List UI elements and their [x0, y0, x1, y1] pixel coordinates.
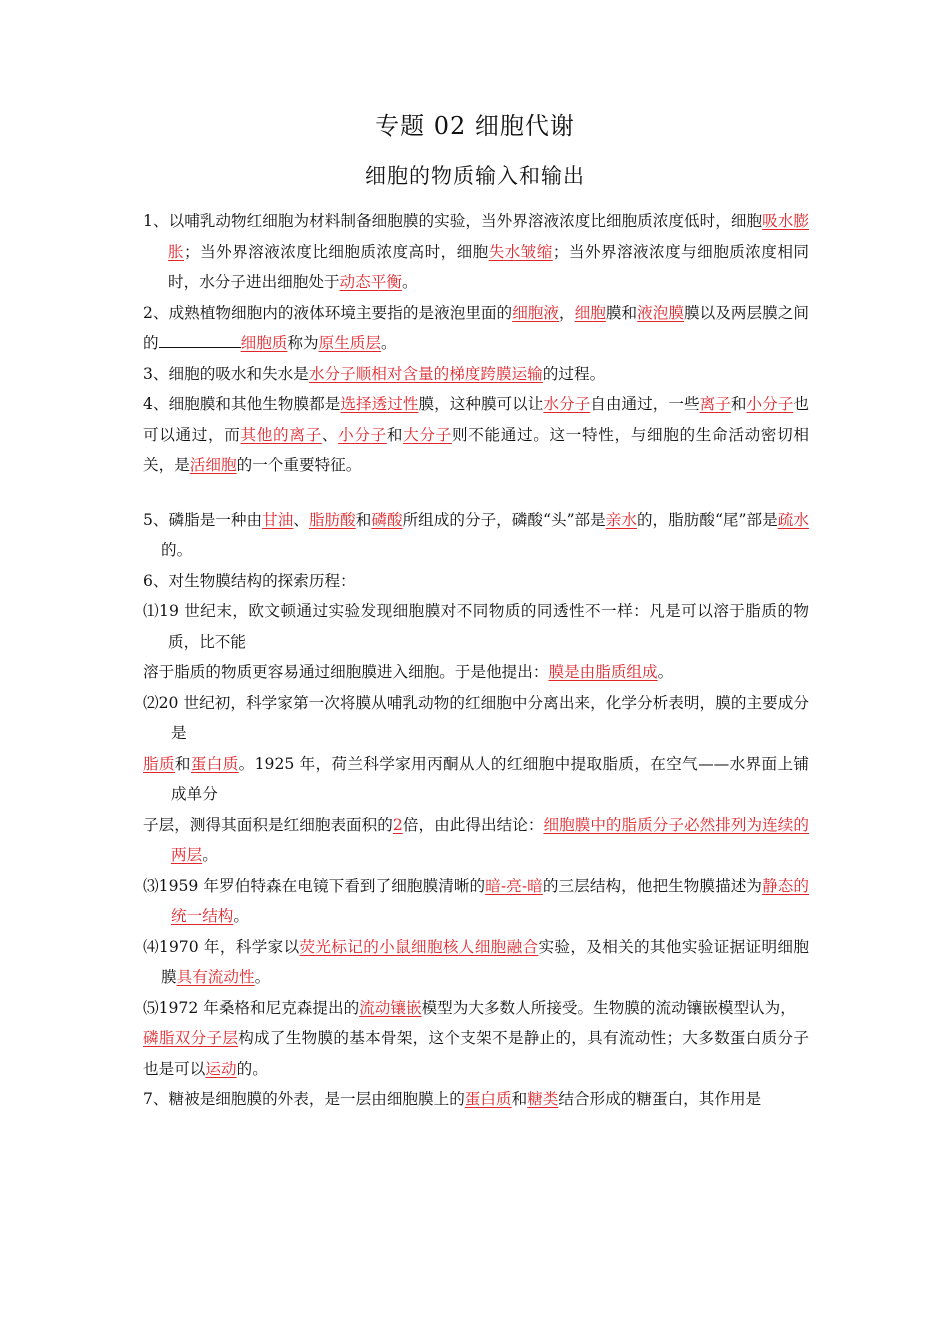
answer-blank: 选择透过性	[340, 395, 419, 413]
item-6-3	[143, 871, 809, 932]
item-5-text: 5、磷脂是一种由	[143, 510, 263, 529]
item-2	[143, 298, 809, 359]
answer-blank: 离子	[699, 395, 731, 413]
item-7-text: 和	[511, 1090, 528, 1108]
item-6-1-cont	[143, 657, 809, 688]
item-5-text: 的，脂肪酸“尾”部是	[636, 510, 778, 529]
answer-blank: 蛋白质	[464, 1090, 512, 1108]
item-4-text: 的一个重要特征。	[236, 456, 362, 474]
item-6-2-text: 。	[202, 846, 218, 864]
item-4-text: 4、细胞膜和其他生物膜都是	[143, 395, 341, 413]
answer-blank: 小分子	[746, 395, 794, 413]
item-6-5-text: 模型为大多数人所接受。生物膜的流动镶嵌模型认为，	[421, 998, 796, 1017]
item-1-text: 。	[401, 273, 418, 291]
answer-blank: 吸水膨胀	[168, 212, 809, 261]
answer-blank: 疏水	[777, 510, 809, 529]
item-4-text: 也可以通过，而	[143, 395, 809, 444]
item-1	[143, 206, 809, 298]
fill-blank-line	[159, 333, 241, 348]
item-6-1-text: 。	[657, 663, 674, 681]
item-5-text: 的。	[161, 541, 193, 559]
answer-blank: 蛋白质	[190, 754, 239, 773]
answer-blank: 细胞膜中的脂质分子必然排列为连续的两层	[171, 815, 809, 864]
item-5-text: 和	[355, 510, 372, 529]
answer-blank: 液泡膜	[637, 303, 685, 322]
item-6-text: 6、对生物膜结构的探索历程：	[143, 571, 356, 590]
item-6-5-text: 的。	[236, 1059, 268, 1078]
item-6-4	[143, 932, 809, 993]
item-4-text: 膜，这种膜可以让	[418, 395, 544, 413]
item-4-text: 和	[730, 395, 747, 413]
item-6-3-text: 。	[233, 907, 249, 925]
item-6-2-text: 和	[174, 754, 191, 773]
item-6-5-text: ⑸1972 年桑格和尼克森提出的	[143, 998, 360, 1017]
answer-blank: 原生质层	[318, 334, 381, 352]
item-3-text: 的过程。	[542, 364, 606, 383]
answer-blank: 大分子	[403, 425, 452, 444]
answer-blank: 糖类	[527, 1090, 559, 1108]
document-body	[143, 206, 809, 1115]
item-4-text: 、	[321, 425, 339, 444]
item-6-2-cont	[143, 749, 809, 810]
item-4-text: 则不能通过。这一特性，与细胞的生命活动密切相关，是	[143, 425, 809, 474]
answer-blank: 其他的离子	[240, 425, 322, 444]
item-5-text: 所组成的分子，磷酸“头”部是	[402, 510, 606, 529]
item-6-3-text: 的三层结构，他把生物膜描述为	[542, 876, 763, 895]
item-6-5-cont	[143, 1023, 809, 1084]
item-6-5-text: 构成了生物膜的基本骨架，这个支架不是静止的，具有流动性；大多数蛋白质分子也是可以	[143, 1029, 809, 1078]
answer-blank: 活细胞	[189, 456, 237, 474]
answer-blank: 细胞质	[240, 334, 288, 352]
answer-blank: 细胞	[574, 303, 606, 322]
answer-blank: 脂肪酸	[308, 510, 356, 529]
item-6-4-text: ⑷1970 年，科学家以	[143, 937, 300, 956]
answer-blank: 2	[392, 815, 403, 834]
answer-blank: 失水皱缩	[488, 242, 553, 261]
answer-blank: 水分子	[543, 395, 591, 413]
item-2-text: 膜和	[605, 303, 638, 322]
answer-blank: 小分子	[338, 425, 387, 444]
item-6-4-text: 。	[254, 968, 271, 986]
item-6-1-text: 溶于脂质的物质更容易通过细胞膜进入细胞。于是他提出：	[143, 663, 549, 681]
item-6-2-text: 子层，测得其面积是红细胞表面积的	[143, 815, 393, 834]
item-2-text: 膜以及两层膜之间的	[143, 303, 809, 352]
item-3-text: 3、细胞的吸水和失水是	[143, 364, 309, 383]
item-6-1-text: ⑴19 世纪末，欧文顿通过实验发现细胞膜对不同物质的同透性不一样：凡是可以溶于脂质的物质，比不能	[143, 602, 809, 651]
answer-blank: 水分子顺相对含量的梯度跨膜运输	[308, 364, 543, 383]
item-6-heading	[143, 566, 809, 597]
answer-blank: 静态的统一结构	[171, 876, 809, 925]
item-1-text: 1、以哺乳动物红细胞为材料制备细胞膜的实验，当外界溶液浓度比细胞质浓度低时，细胞	[143, 212, 763, 230]
item-2-text: ，	[559, 303, 575, 322]
item-6-2-text: 倍，由此得出结论：	[402, 815, 544, 834]
item-7-text: 7、糖被是细胞膜的外表，是一层由细胞膜上的	[143, 1090, 465, 1108]
item-6-3-text: ⑶1959 年罗伯特森在电镜下看到了细胞膜清晰的	[143, 876, 486, 895]
item-4-text: 和	[386, 425, 404, 444]
item-2-text: 2、成熟植物细胞内的液体环境主要指的是液泡里面的	[143, 303, 513, 322]
section-subtitle: 细胞的物质输入和输出	[365, 164, 585, 188]
document-title: 专题 02 细胞代谢	[375, 112, 575, 140]
item-2-text: 称为	[287, 334, 319, 352]
answer-blank: 荧光标记的小鼠细胞核人细胞融合	[299, 937, 539, 956]
answer-blank: 运动	[205, 1059, 237, 1078]
answer-blank: 磷酸	[371, 510, 403, 529]
answer-blank: 甘油	[262, 510, 294, 529]
item-7-text: 结合形成的糖蛋白，其作用是	[558, 1090, 762, 1108]
paragraph-gap	[143, 481, 809, 505]
item-6-2	[143, 688, 809, 749]
item-1-text: ；当外界溶液浓度比细胞质浓度高时，细胞	[184, 242, 489, 261]
item-5	[143, 505, 809, 566]
item-4-text: 自由通过，一些	[590, 395, 700, 413]
answer-blank: 膜是由脂质组成	[548, 663, 658, 681]
item-5-text: 、	[293, 510, 309, 529]
item-1-text: ；当外界溶液浓度与细胞质浓度相同时，水分子进出细胞处于	[168, 242, 809, 291]
answer-blank: 暗-亮-暗	[485, 876, 543, 895]
item-3	[143, 359, 809, 390]
answer-blank: 细胞液	[512, 303, 560, 322]
answer-blank: 亲水	[605, 510, 637, 529]
item-6-5	[143, 993, 809, 1024]
answer-blank: 动态平衡	[339, 273, 402, 291]
answer-blank: 磷脂双分子层	[143, 1029, 239, 1047]
item-6-4-text: 实验，及相关的其他实验证据证明细胞膜	[161, 937, 809, 986]
item-4	[143, 389, 809, 481]
item-2-text: 。	[381, 334, 397, 352]
item-6-1	[143, 596, 809, 657]
item-6-2-text: ⑵20 世纪初，科学家第一次将膜从哺乳动物的红细胞中分离出来，化学分析表明，膜的主要成分是	[143, 693, 809, 742]
answer-blank: 具有流动性	[176, 968, 255, 986]
item-7	[143, 1084, 809, 1115]
item-6-2-cont2	[143, 810, 809, 871]
answer-blank: 脂质	[143, 754, 175, 773]
item-6-2-text: 。1925 年，荷兰科学家用丙酮从人的红细胞中提取脂质，在空气——水界面上铺成单分	[171, 754, 809, 803]
answer-blank: 流动镶嵌	[359, 998, 422, 1017]
